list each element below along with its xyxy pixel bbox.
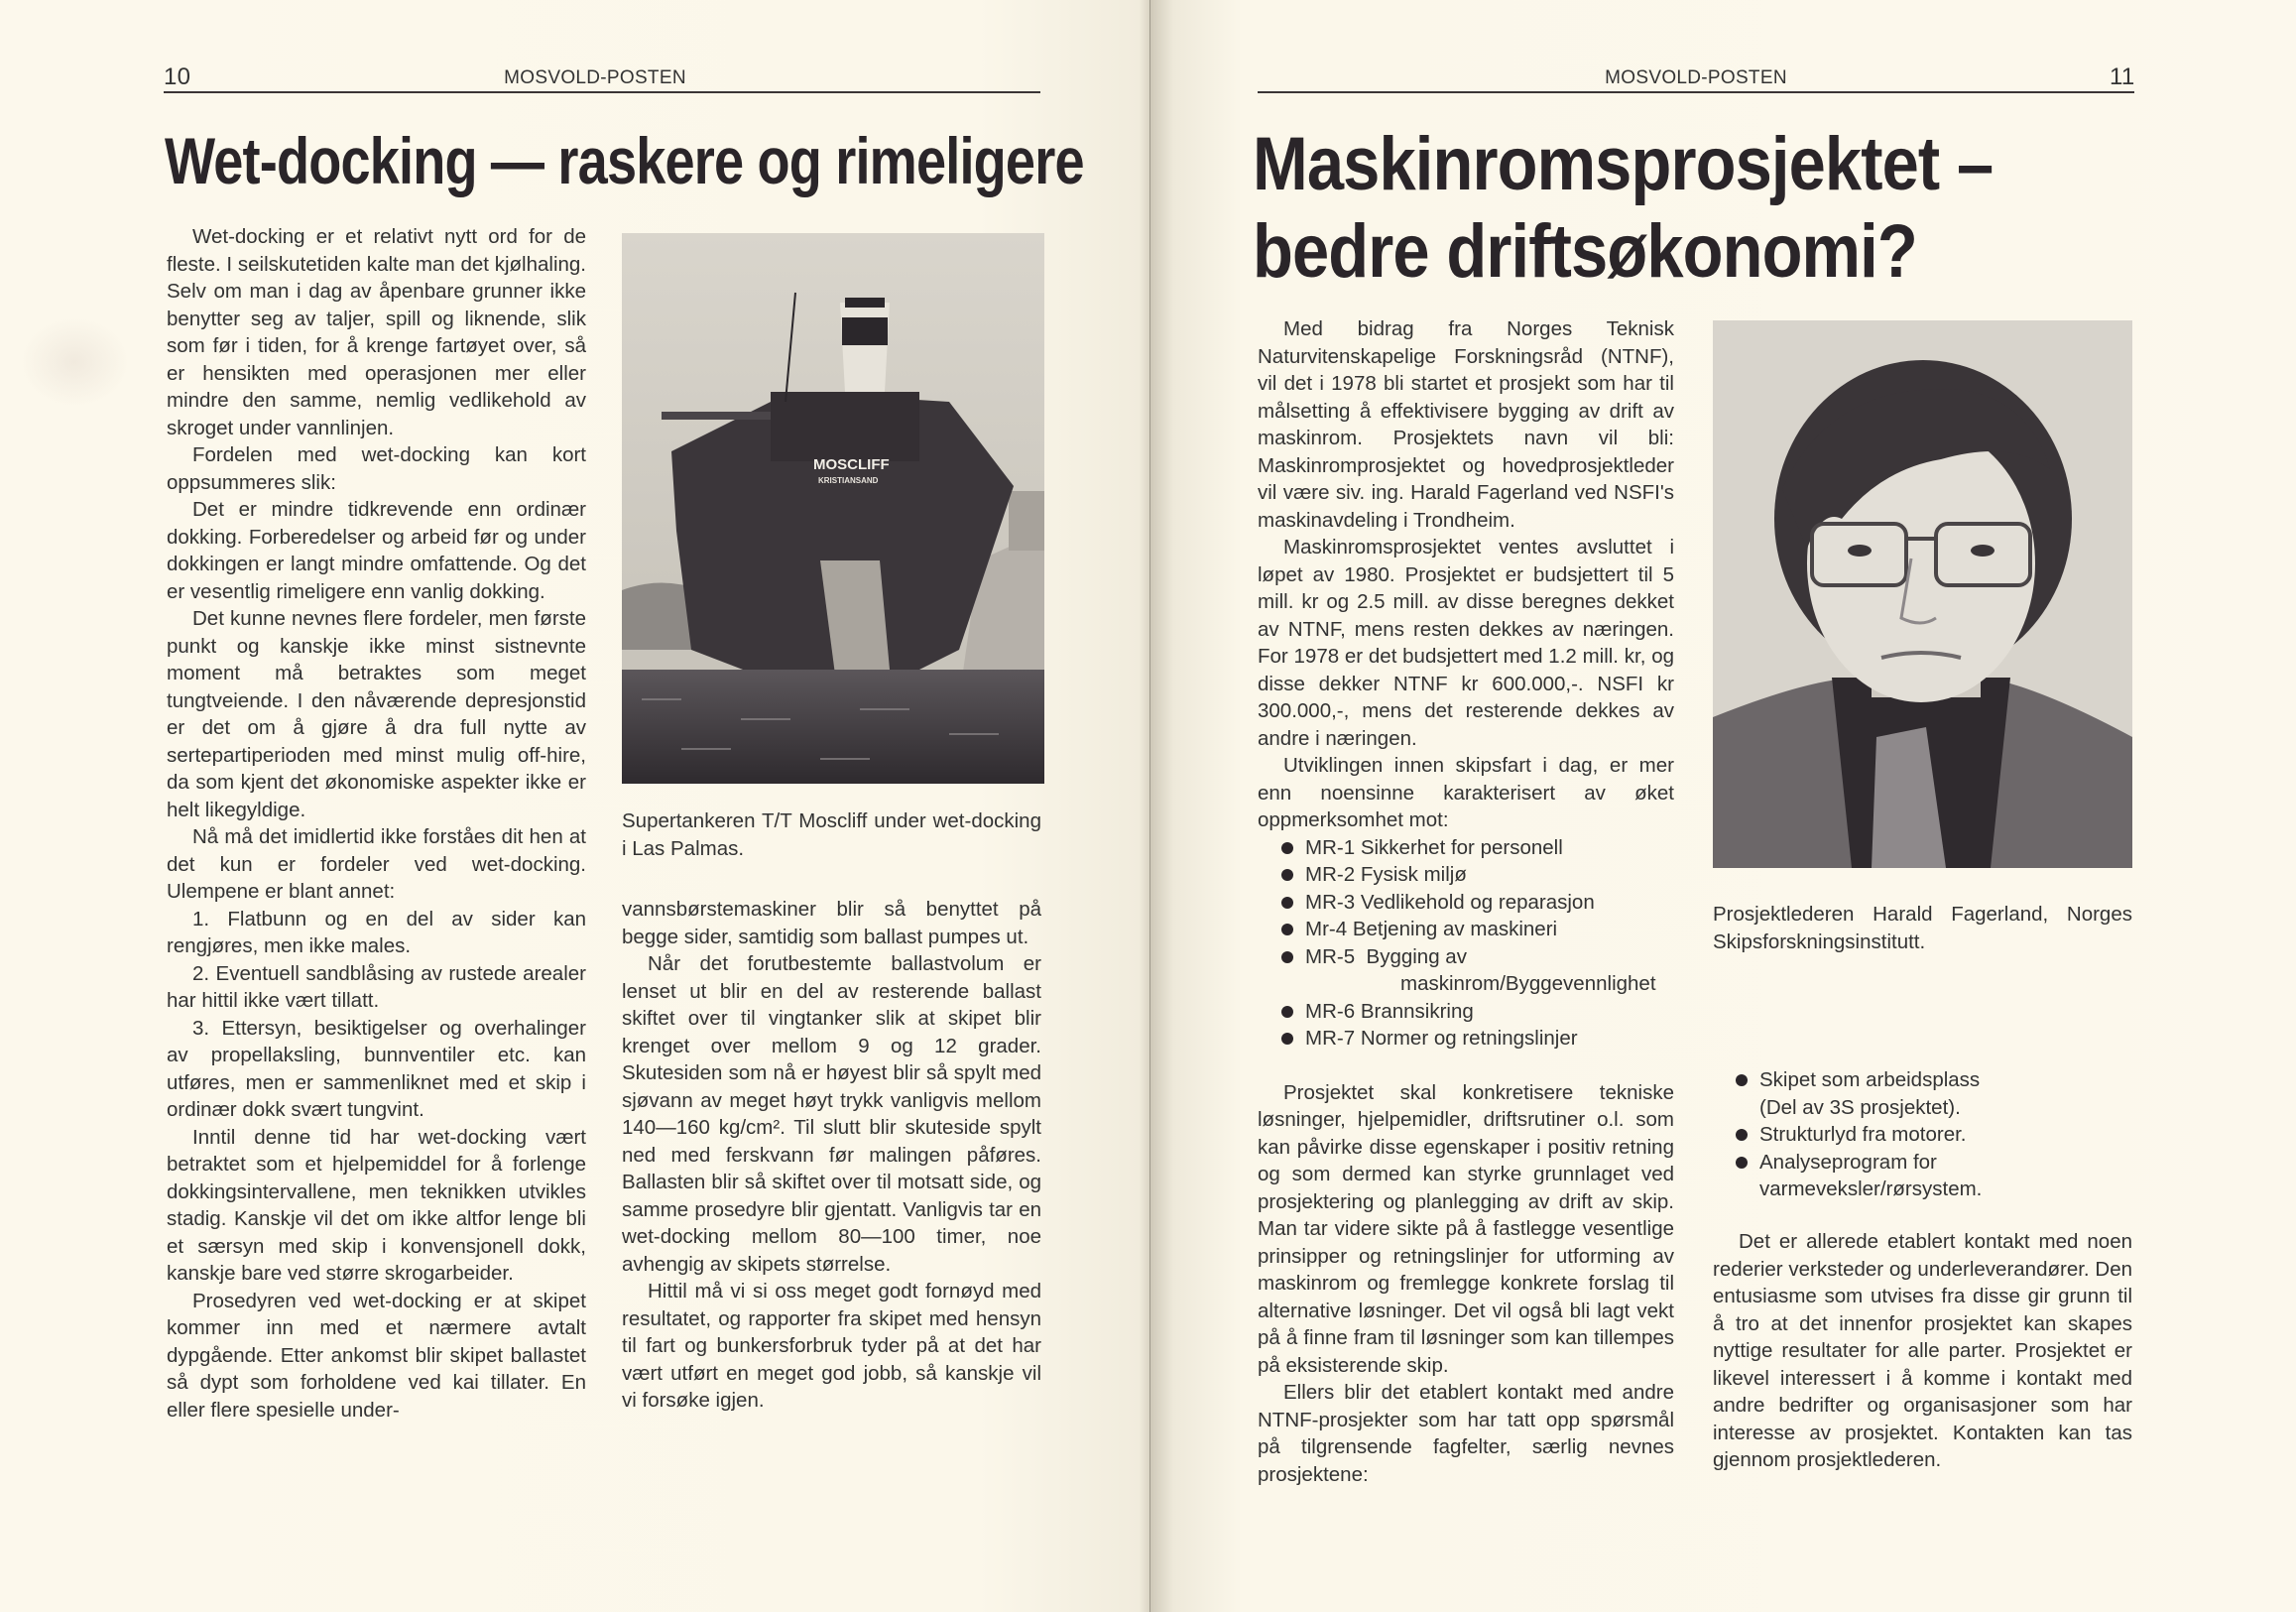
paragraph: Det er mindre tidkrevende enn ordinær dokking. Forberedelser og arbeid før og under dokkingen er langt mindre omfattende. Og det er vesentlig rimeligere enn vanlig dokking. xyxy=(167,498,586,603)
paragraph: Maskinromsprosjektet ventes avsluttet i løpet av 1980. Prosjektet er budsjettert til 5 mill. kr og 2.5 mill. av disse beregnes dekket av NTNF, mens resten dekkes av næringen. For 1978 er det budsjettert med 1.2 mill. kr, og disse dekker NTNF kr 600.000,-. NSFI kr 300.000,-, mens det resterende dekkes av andre i næringen. xyxy=(1258,536,1674,750)
article-headline xyxy=(1253,121,1993,296)
related-projects-list xyxy=(1726,1066,2132,1203)
list-item: Analyseprogram for varmeveksler/rørsystem. xyxy=(1726,1149,2132,1203)
list-item-drawback: 2. Eventuell sandblåsing av rustede arealer har hittil ikke vært tillatt. xyxy=(167,961,586,1012)
headline-line-2: bedre driftsøkonomi? xyxy=(1253,209,1917,294)
tanker-illustration xyxy=(622,233,1044,784)
photo-caption: Supertankeren T/T Moscliff under wet-docking i Las Palmas. xyxy=(622,809,1041,860)
article-column-2 xyxy=(1713,1228,2132,1474)
list-item-drawback: 1. Flatbunn og en del av sider kan rengjøres, men ikke males. xyxy=(167,907,586,957)
paragraph: Fordelen med wet-docking kan kort oppsummeres slik: xyxy=(167,443,586,494)
paragraph: Når det forutbestemte ballastvolum er lenset ut blir en del av resterende ballast skiftet over til vingtanker slik at skipet blir krenget over mellom 9 og 12 grader. Skutesiden som nå er høyest blir så spylt med sjøvann av meget høyt trykk vanligvis mellom 140—160 kg/cm². Til slutt blir skuteside spylt ned med ferskvann før malingen påføres. Ballasten blir så skiftet over til motsatt side, og samme prosedyre blir gjentatt. Vanligvis tar en wet-docking mellom 80—100 timer, noe avhengig av skipets størrelse. xyxy=(622,952,1041,1276)
ship-name: MOSCLIFF xyxy=(813,456,890,473)
ship-photo xyxy=(622,233,1044,784)
paragraph: Hittil må vi si oss meget godt fornøyd med resultatet, og rapporter fra skipet med hensyn til fart og bunkersforbruk tyder på at det har vært utført en meget god jobb, så kanskje vil vi forsøke igjen. xyxy=(622,1280,1041,1412)
portrait-photo xyxy=(1713,320,2132,868)
list-item: MR-3 Vedlikehold og reparasjon xyxy=(1271,889,1674,917)
paragraph: Med bidrag fra Norges Teknisk Naturvitenskapelige Forskningsråd (NTNF), vil det i 1978 bli startet et prosjekt som har til målsetting å effektivisere bygging av drift av maskinrom. Prosjektets navn vil bli: Maskinromprosjektet og hovedprosjektleder vil være siv. ing. Harald Fagerland ved NSFI's maskinavdeling i Trondheim. xyxy=(1258,317,1674,532)
running-head-left xyxy=(0,65,1150,93)
portrait-caption: Prosjektlederen Harald Fagerland, Norges Skipsforskningsinstitutt. xyxy=(1713,903,2132,953)
paragraph: Det er allerede etablert kontakt med noen rederier verksteder og underleverandører. Den entusiasme som utvises fra disse gir grunn til å tro at det innenfor prosjektet kan skapes nyttige resultater for alle parter. Prosjektet er likevel interessert i å komme i kontakt med andre bedrifter og organisasjoner som har interesse av prosjektet. Kontakten kan tas gjennom prosjektlederen. xyxy=(1713,1230,2132,1471)
publication-name: MOSVOLD-POSTEN xyxy=(504,67,686,88)
article-column-1 xyxy=(167,223,586,1424)
list-item: Skipet som arbeidsplass (Del av 3S prosjektet). xyxy=(1726,1066,2132,1121)
article-column-1 xyxy=(1258,315,1674,1488)
article-headline: Wet-docking — raskere og rimeligere xyxy=(165,124,1084,197)
paragraph: Inntil denne tid har wet-docking vært betraktet som et hjelpemiddel for å forlenge dokkingsintervallene, men teknikken utvikles stadig. Kanskje vil det om ikke altfor lenge bli et særsyn med skip i konvensjonell dokk, kanskje bare ved større skrogarbeider. xyxy=(167,1125,586,1285)
list-item: MR-2 Fysisk miljø xyxy=(1271,861,1674,889)
page-number: 10 xyxy=(164,63,191,90)
paragraph: Nå må det imidlertid ikke forståes dit hen at det kun er fordeler ved wet-docking. Ulempene er blant annet: xyxy=(167,825,586,903)
header-rule xyxy=(164,91,1040,93)
page-number: 11 xyxy=(2110,63,2135,90)
paragraph: Wet-docking er et relativt nytt ord for de fleste. I seilskutetiden kalte man det kjølhaling. Selv om man i dag av åpenbare grunner ikke benytter seg av taljer, spill og liknende, slik som før i tiden, for å krenge fartøyet over, så er hensikten med operasjonen mer eller mindre den samme, nemlig vedlikehold av skroget under vannlinjen. xyxy=(167,225,586,439)
running-head-right xyxy=(1150,65,2296,93)
list-item: Mr-4 Betjening av maskineri xyxy=(1271,916,1674,943)
list-item: Strukturlyd fra motorer. xyxy=(1726,1121,2132,1149)
list-item: MR-6 Brannsikring xyxy=(1271,998,1674,1026)
paragraph: vannsbørstemaskiner blir så benyttet på begge sider, samtidig som ballast pumpes ut. xyxy=(622,898,1041,948)
headline-line-1: Maskinromsprosjektet – xyxy=(1253,122,1994,206)
portrait-illustration xyxy=(1713,320,2132,868)
paper-stain xyxy=(20,317,129,407)
list-item-drawback: 3. Ettersyn, besiktigelser og overhalinger av propellaksling, bunnventiler etc. kan utføres, men er sammenliknet med et skip i ordinær dokk svært tungvint. xyxy=(167,1016,586,1121)
paragraph: Ellers blir det etablert kontakt med andre NTNF-prosjekter som har tatt opp spørsmål på tilgrensende fagfelter, særlig nevnes prosjektene: xyxy=(1258,1381,1674,1486)
paragraph: Prosjektet skal konkretisere tekniske løsninger, hjelpemidler, driftsrutiner o.l. som kan påvirke disse egenskaper i positiv retning og som dermed kan styrke grunnlaget ved prosjektering og planlegging av drift av skip. Man tar videre sikte på å fastlegge vesentlige prinsipper og retningslinjer for utforming av maskinrom og fremlegge konkrete forslag til alternative løsninger. Det vil også bli lagt vekt på å finne fram til løsninger som kan tillempes på eksisterende skip. xyxy=(1258,1080,1674,1377)
related-projects-column xyxy=(1726,1066,2132,1203)
list-item: MR-5 Bygging av maskinrom/Byggevennlighet xyxy=(1271,943,1674,998)
list-item: MR-1 Sikkerhet for personell xyxy=(1271,834,1674,862)
article-column-2 xyxy=(622,896,1041,1415)
paragraph: Utviklingen innen skipsfart i dag, er mer enn noensinne karakterisert av øket oppmerksomhet mot: xyxy=(1258,754,1674,831)
publication-name: MOSVOLD-POSTEN xyxy=(1605,67,1787,88)
focus-area-list xyxy=(1271,834,1674,1053)
paragraph: Prosedyren ved wet-docking er at skipet kommer inn med et nærmere avtalt dypgående. Etter ankomst blir skipet ballastet så dypt som forholdene ved kai tillater. En eller flere spesielle under- xyxy=(167,1289,586,1422)
ship-home-port: KRISTIANSAND xyxy=(818,476,879,485)
header-rule xyxy=(1258,91,2134,93)
list-item: MR-7 Normer og retningslinjer xyxy=(1271,1025,1674,1053)
paragraph: Det kunne nevnes flere fordeler, men første punkt og kanskje ikke minst sistnevnte moment må betraktes som meget tungtveiende. I den nåværende depresjonstid er det om å gjøre å dra full nytte av sertepartiperioden med minst mulig off-hire, da som kjent det økonomiske aspekter ikke er helt likegyldige. xyxy=(167,607,586,821)
